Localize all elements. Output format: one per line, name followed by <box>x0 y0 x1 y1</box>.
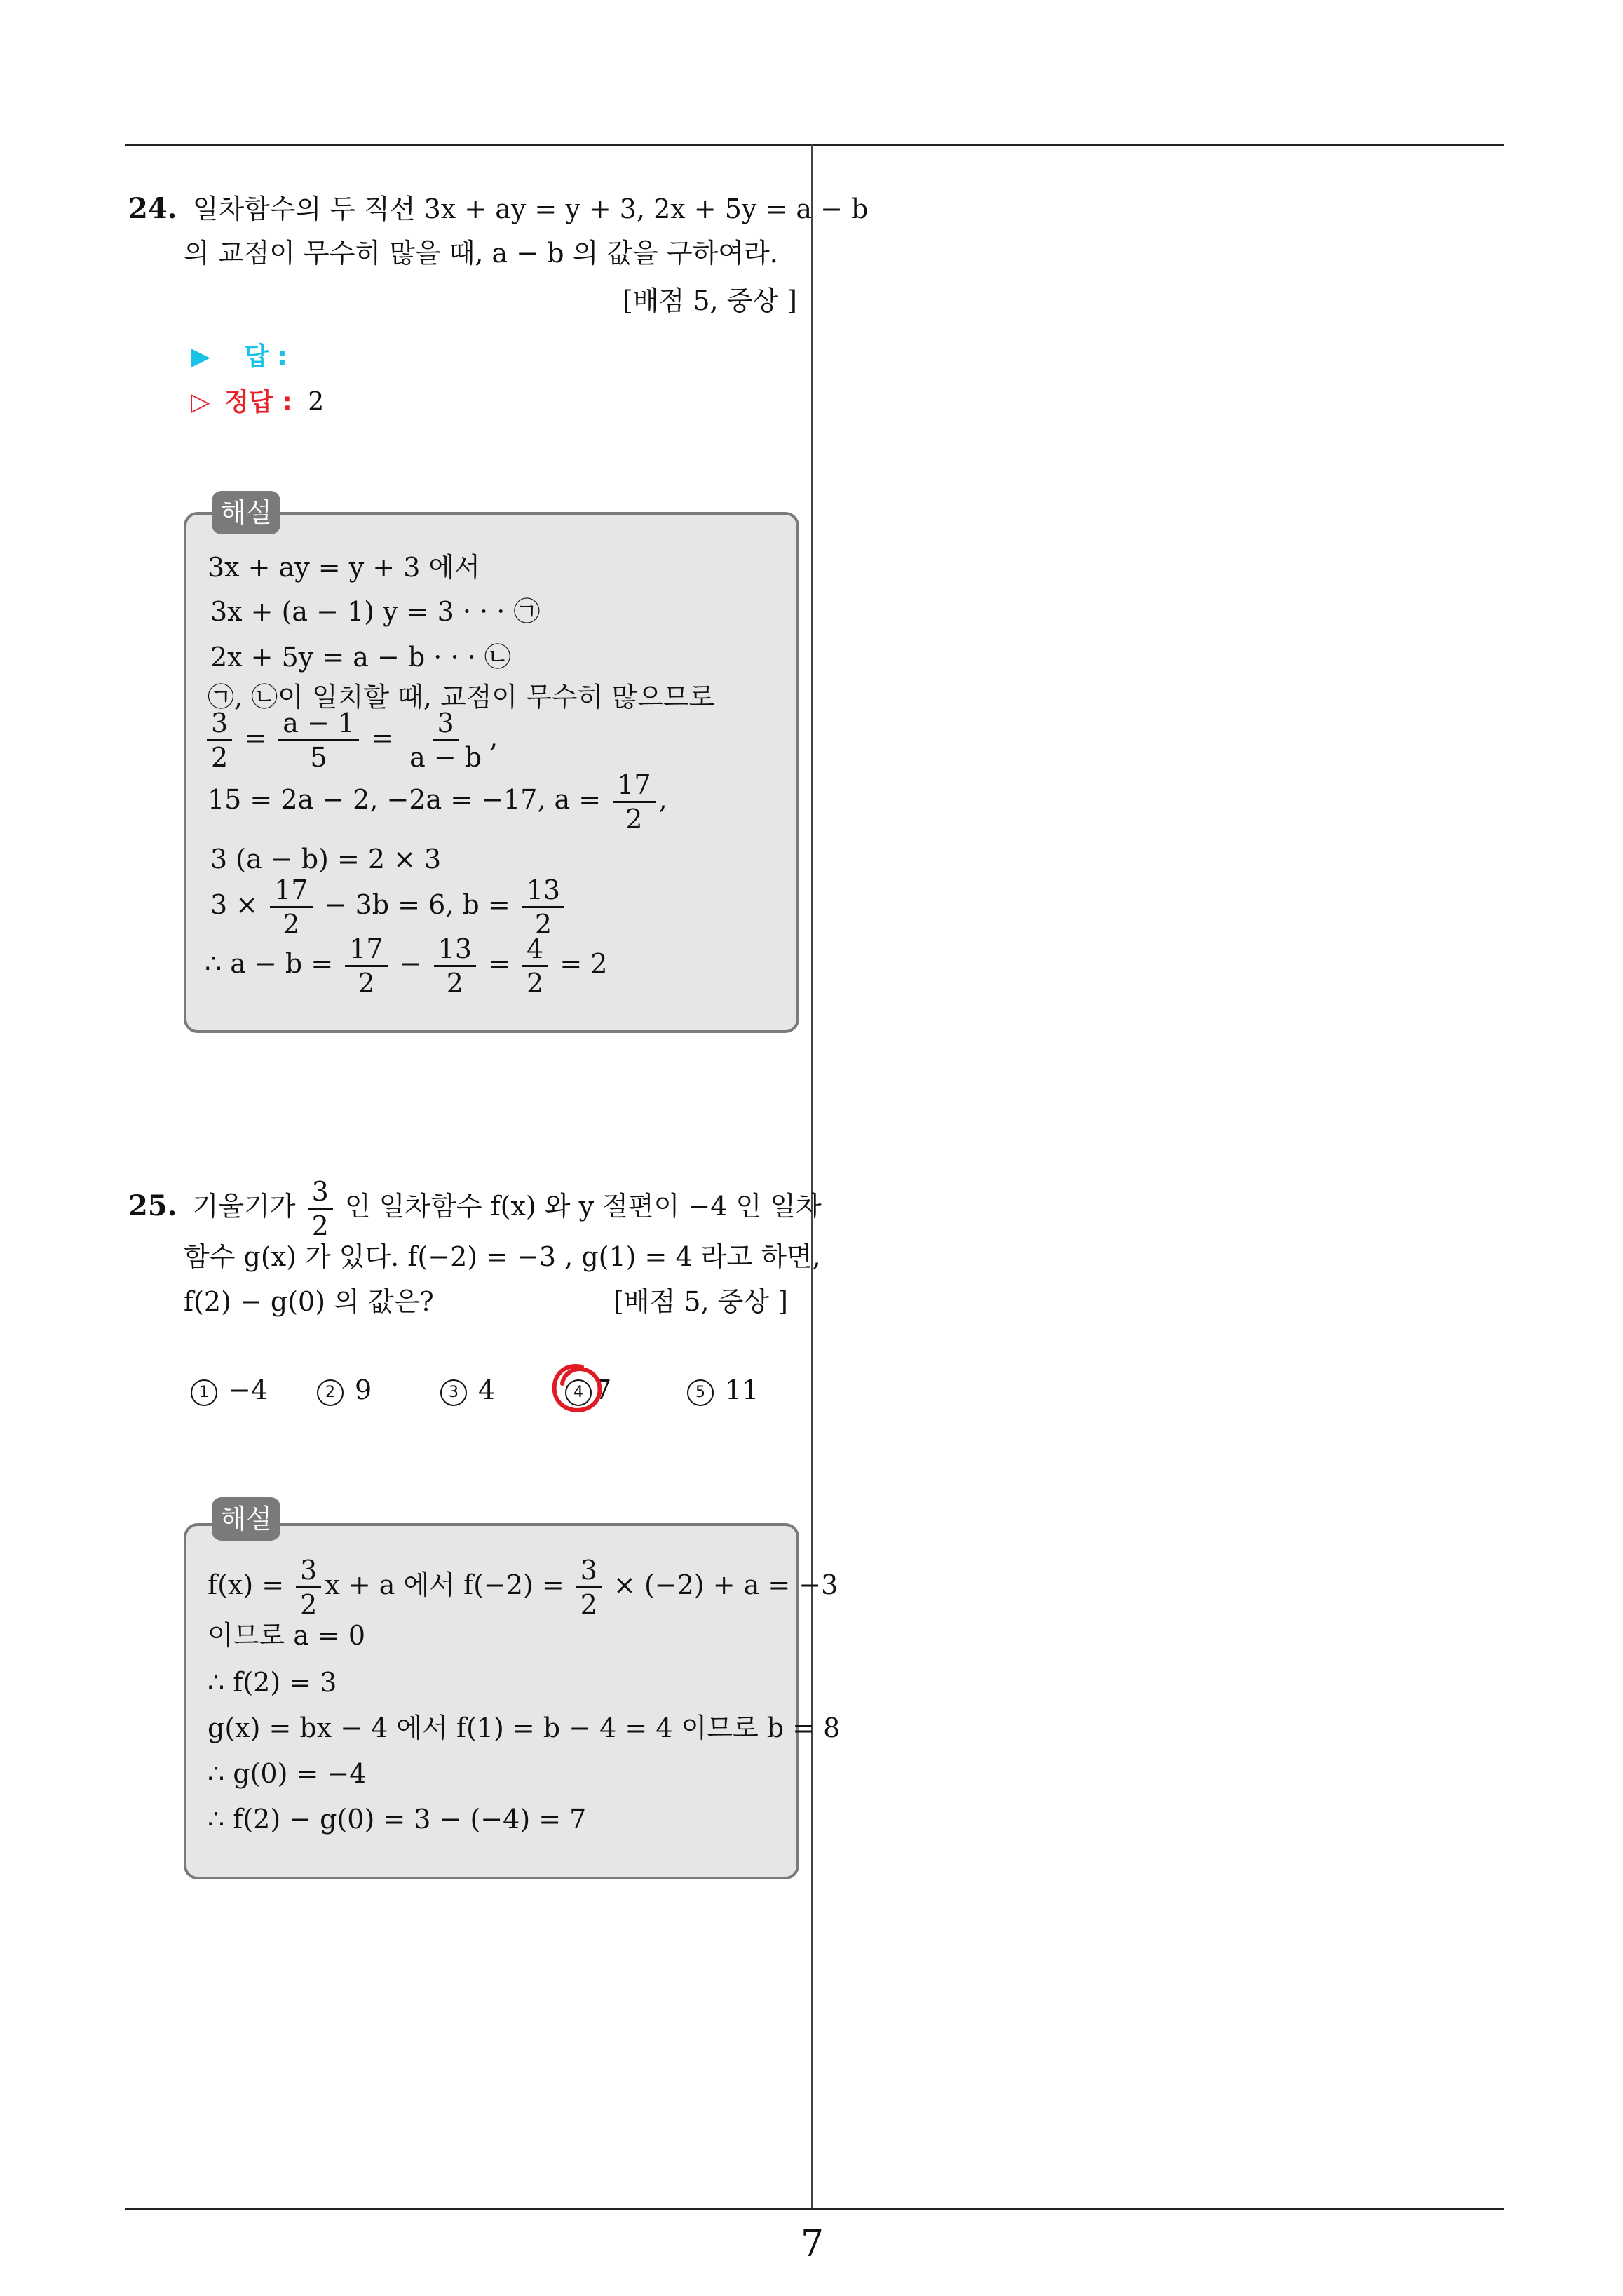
slope-fraction: $\frac{3}{2}$ <box>308 1178 333 1239</box>
q25-line3: f(2) − g(0) 의 값은? <box>184 1286 434 1317</box>
q24-correct-row <box>191 382 324 418</box>
q24-exp9: ∴ a − b = $\frac{17}{2}$ − $\frac{13}{2}$ = $\frac{4}{2}$ = 2 <box>205 933 608 999</box>
page-number: 7 <box>801 2223 824 2265</box>
question-number: 25. <box>128 1189 177 1222</box>
q24-explanation-tag: 해설 <box>212 491 280 534</box>
q25-exp5: ∴ g(0) = −4 <box>208 1758 367 1789</box>
q24-line1 <box>128 192 869 225</box>
q25-line2: 함수 g(x) 가 있다. f(−2) = −3 , g(1) = 4 라고 하면, <box>184 1241 821 1272</box>
question-text: 일차함수의 두 직선 3x + ay = y + 3, 2x + 5y = a − b <box>192 194 869 224</box>
fraction: $\frac{13}{2}$ <box>434 936 476 997</box>
fraction: $\frac{13}{2}$ <box>522 877 564 938</box>
top-rule <box>125 144 1504 146</box>
q25-exp1: f(x) = $\frac{3}{2}$ x + a 에서 f(−2) = $\frac{3}{2}$ × (−2) + a = −3 <box>208 1555 838 1620</box>
q24-score: [배점 5, 중상 ] <box>623 285 797 316</box>
choice-value: 7 <box>595 1375 612 1405</box>
q25-exp6: ∴ f(2) − g(0) = 3 − (−4) = 7 <box>208 1804 587 1835</box>
choice-number-4: 4 <box>565 1379 592 1406</box>
play-outline-icon: ▷ <box>191 388 210 417</box>
choice-number-1: 1 <box>191 1379 217 1406</box>
correct-label: 정답 : <box>224 388 292 417</box>
choice-number-3: 3 <box>440 1379 467 1406</box>
fraction: $\frac{17}{2}$ <box>345 936 387 997</box>
fraction: $\frac{3}{2}$ <box>207 710 232 771</box>
column-divider <box>811 144 813 2209</box>
answer-label: 답 : <box>244 342 287 371</box>
q25-line1 <box>128 1178 822 1239</box>
q24-exp5: $\frac{3}{2}$ = $\frac{a - 1}{5}$ = $\frac{3}{a - b}$ , <box>203 710 498 771</box>
q24-exp4: ㉠, ㉡이 일치할 때, 교점이 무수히 많으므로 <box>208 682 715 713</box>
fraction: $\frac{3}{2}$ <box>576 1557 602 1618</box>
fraction: $\frac{3}{2}$ <box>296 1557 321 1618</box>
q25-explanation-tag: 해설 <box>212 1497 280 1541</box>
choice-number-5: 5 <box>687 1379 714 1406</box>
q24-exp6: 15 = 2a − 2, −2a = −17, a = $\frac{17}{2}$ , <box>208 769 667 835</box>
fraction: $\frac{4}{2}$ <box>522 936 548 997</box>
choice-value: 9 <box>355 1375 372 1405</box>
choice-value: −4 <box>229 1375 269 1405</box>
choice-2[interactable] <box>317 1375 372 1406</box>
fraction: $\frac{3}{a - b}$ <box>409 708 482 773</box>
fraction: $\frac{17}{2}$ <box>613 771 655 832</box>
choice-value: 4 <box>478 1375 496 1405</box>
q24-answer-row <box>191 337 287 372</box>
q24-exp8: 3 × $\frac{17}{2}$ − 3b = 6, b = $\frac{13}{2}$ <box>210 877 568 938</box>
q24-exp2: 3x + (a − 1) y = 3 · · · ㉠ <box>210 596 541 627</box>
choice-number-2: 2 <box>317 1379 344 1406</box>
q24-line2: 의 교점이 무수히 많을 때, a − b 의 값을 구하여라. <box>184 238 778 269</box>
fraction: $\frac{a - 1}{5}$ <box>278 710 359 771</box>
q24-exp3: 2x + 5y = a − b · · · ㉡ <box>210 642 511 673</box>
q25-exp3: ∴ f(2) = 3 <box>208 1667 337 1698</box>
choice-value: 11 <box>725 1375 759 1405</box>
question-text: 기울기가 <box>192 1191 296 1222</box>
selected-answer-circle-mark <box>545 1358 612 1422</box>
correct-value: 2 <box>308 388 325 417</box>
q25-exp4: g(x) = bx − 4 에서 f(1) = b − 4 = 4 이므로 b = 8 <box>208 1713 841 1743</box>
play-filled-icon: ▶ <box>191 342 210 371</box>
fraction: $\frac{17}{2}$ <box>270 877 312 938</box>
choice-3[interactable] <box>440 1375 495 1406</box>
question-text: 인 일차함수 f(x) 와 y 절편이 −4 인 일차 <box>344 1191 822 1222</box>
q25-score: [배점 5, 중상 ] <box>613 1286 788 1317</box>
q25-exp2: 이므로 a = 0 <box>208 1620 366 1651</box>
bottom-rule <box>125 2208 1504 2210</box>
question-number: 24. <box>128 192 177 225</box>
q24-exp1: 3x + ay = y + 3 에서 <box>208 552 480 583</box>
q24-exp7: 3 (a − b) = 2 × 3 <box>210 844 442 874</box>
choice-1[interactable] <box>191 1375 268 1406</box>
choice-5[interactable] <box>687 1375 759 1406</box>
